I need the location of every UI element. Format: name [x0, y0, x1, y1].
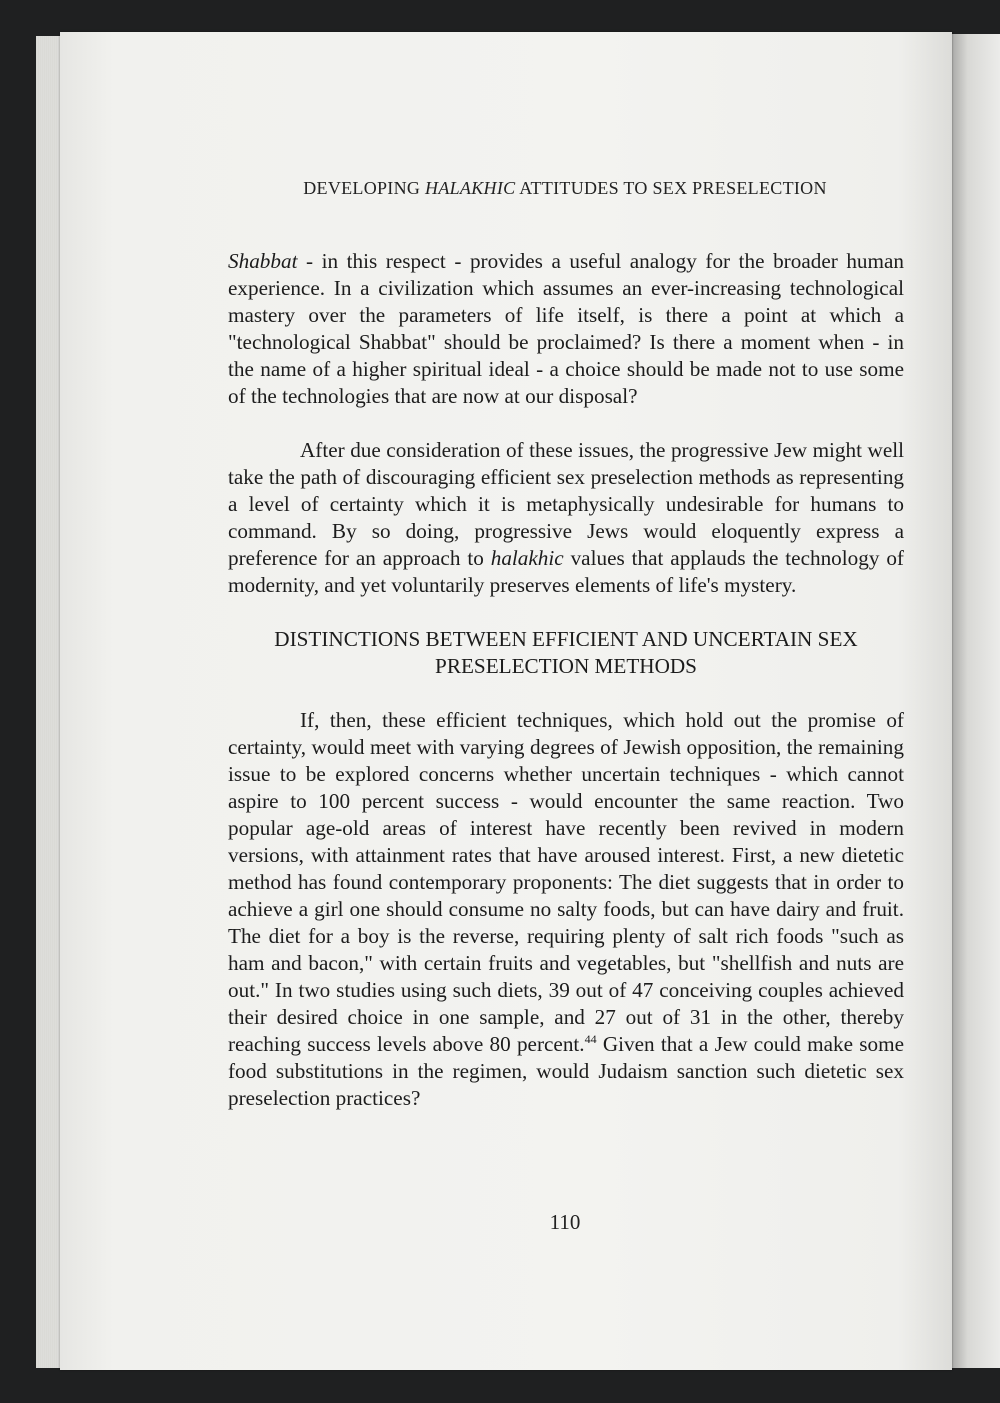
- running-header: [227, 178, 903, 199]
- adjacent-page-edge: [946, 34, 1000, 1368]
- section-heading-line-1: DISTINCTIONS BETWEEN EFFICIENT AND UNCERTAIN SEX: [274, 627, 858, 651]
- paragraph-2-text-a: After due consideration of these issues, the progressive Jew might well take the path of discouraging efficient sex preselection methods as representing a level of certainty which it is metaphysically undesirable for humans to command. By so doing, progressive Jews would eloquently express a preference for an approach to: [228, 438, 904, 570]
- header-prefix: DEVELOPING: [303, 178, 426, 198]
- paragraph-3: [228, 707, 904, 1112]
- paragraph-3-text-a: If, then, these efficient techniques, which hold out the promise of certainty, would meet with varying degrees of Jewish opposition, the remaining issue to be explored concerns whether uncertain techniques - which cannot aspire to 100 percent success - would encounter the same reaction. Two popular age-old areas of interest have recently been revived in modern versions, with attainment rates that have aroused interest. First, a new dietetic method has found contemporary proponents: The diet suggests that in order to achieve a girl one should consume no salty foods, but can have dairy and fruit. The diet for a boy is the reverse, requiring plenty of salt rich foods "such as ham and bacon," with certain fruits and vegetables, but "shellfish and nuts are out." In two studies using such diets, 39 out of 47 conceiving couples achieved their desired choice in one sample, and 27 out of 31 in the other, thereby reaching success levels above 80 percent.: [228, 708, 904, 1056]
- paragraph-2-italic: halakhic: [490, 546, 564, 570]
- paragraph-1-text: - in this respect - provides a useful analogy for the broader human experience. In a civilization which assumes an ever-increasing technological mastery over the parameters of life itself, is there a point at which a "technological Shabbat" should be proclaimed? Is there a moment when - in the name of a higher spiritual ideal - a choice should be made not to use some of the technologies that are now at our disposal?: [228, 249, 904, 408]
- section-heading-line-2: PRESELECTION METHODS: [435, 654, 697, 678]
- page-number: 110: [549, 1210, 581, 1234]
- footnote-marker[interactable]: 44: [584, 1031, 597, 1046]
- paragraph-3-text-b: Given that a Jew could make some food substitutions in the regimen, would Judaism sanction such dietetic sex preselection practices?: [228, 1032, 904, 1110]
- paragraph-1: [228, 248, 904, 410]
- paragraph-2-text-b: values that applauds the technology of modernity, and yet voluntarily preserves elements of life's mystery.: [228, 546, 904, 597]
- section-heading: [228, 626, 904, 680]
- paragraph-2: [228, 437, 904, 599]
- header-italic: HALAKHIC: [425, 178, 516, 198]
- paragraph-1-italic-start: Shabbat: [228, 249, 298, 273]
- header-suffix: ATTITUDES TO SEX PRESELECTION: [515, 178, 827, 198]
- body-text: [228, 248, 904, 1112]
